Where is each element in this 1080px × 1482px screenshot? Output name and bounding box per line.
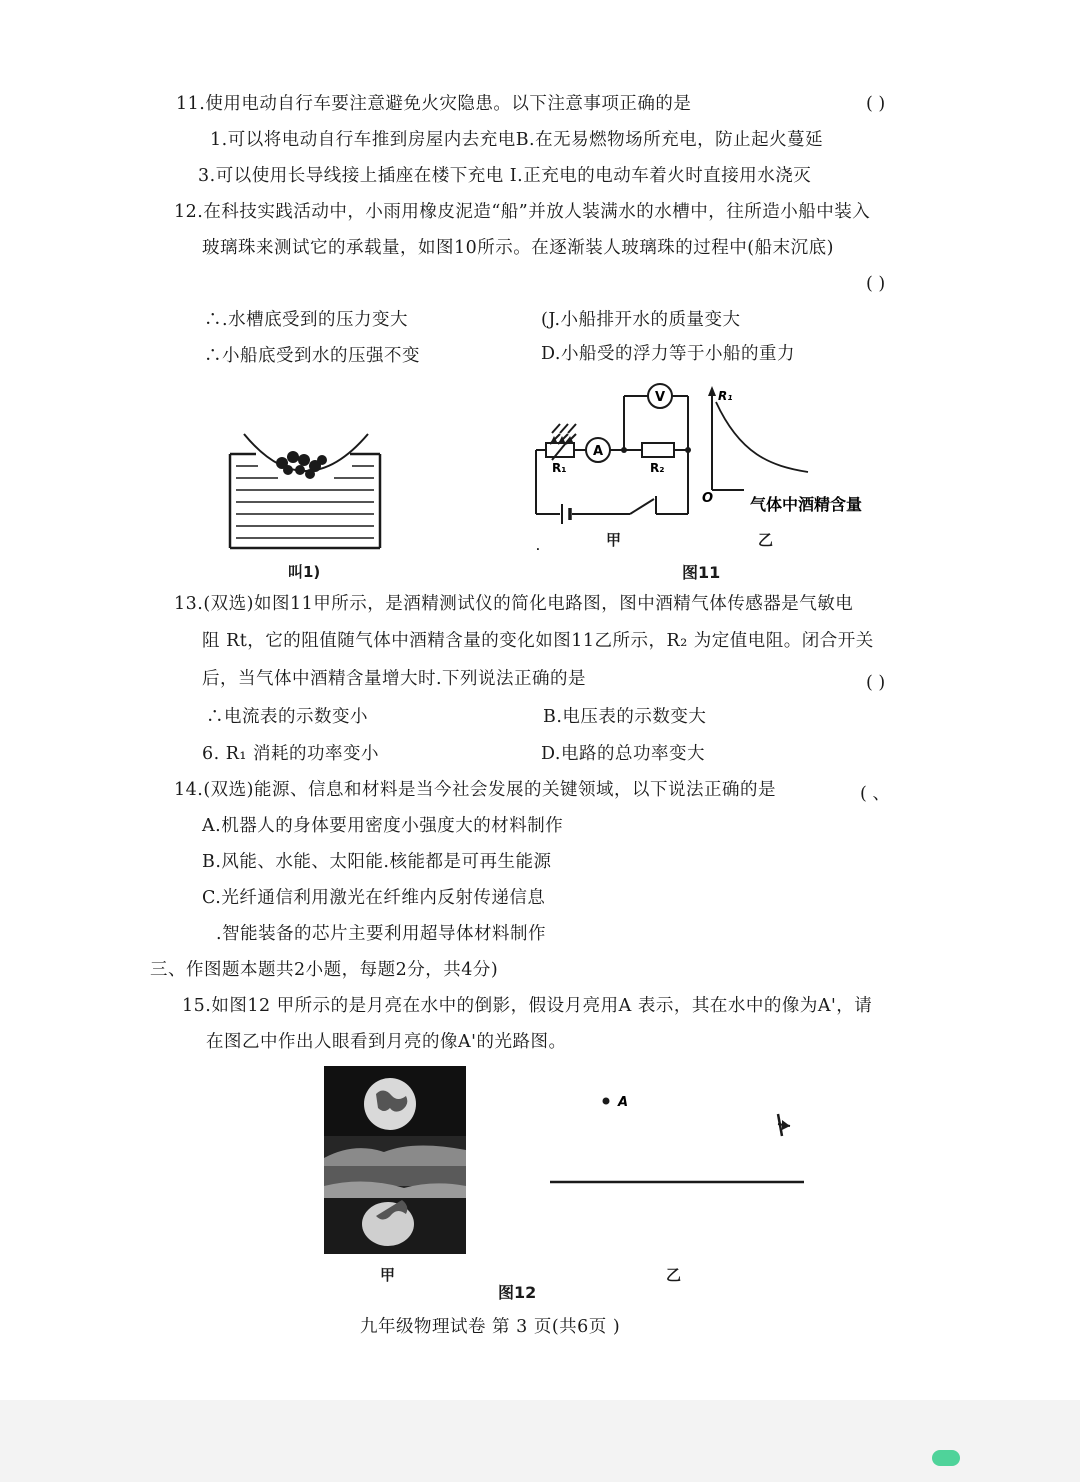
q14-option-a: A.机器人的身体要用密度小强度大的材料制作 bbox=[202, 816, 564, 836]
q11-answer-paren: ( ) bbox=[866, 94, 886, 114]
figure-11-graph bbox=[700, 384, 880, 524]
figure-12-yi-label: 乙 bbox=[666, 1266, 682, 1284]
figure-11-yi-label: 乙 bbox=[758, 531, 774, 549]
voltmeter-label: V bbox=[654, 390, 666, 405]
figure-12-moon-photo bbox=[324, 1066, 466, 1254]
scroll-indicator[interactable] bbox=[932, 1450, 960, 1466]
figure-12-jia-label: 甲 bbox=[380, 1266, 396, 1284]
figure-11-circuit bbox=[530, 384, 700, 524]
figure-10-caption: 叫1) bbox=[288, 563, 321, 581]
figure-11-caption: 图11 bbox=[682, 563, 721, 582]
q12-option-a: ∴.水槽底受到的压力变大 bbox=[204, 310, 409, 330]
q12-stem-line1: 12.在科技实践活动中，小雨用橡皮泥造“船”并放人装满水的水槽中，往所造小船中装入 bbox=[174, 202, 871, 222]
eye-icon bbox=[778, 1114, 790, 1136]
ammeter-label: A bbox=[592, 444, 604, 459]
figure-10-water-tank bbox=[222, 430, 388, 554]
r2-label: R₂ bbox=[650, 461, 665, 475]
graph-x-axis-label: 气体中酒精含量 bbox=[750, 495, 863, 514]
q14-option-b: B.风能、水能、太阳能.核能都是可再生能源 bbox=[202, 852, 552, 872]
q15-stem-line2: 在图乙中作出人眼看到月亮的像A'的光路图。 bbox=[206, 1032, 567, 1052]
q13-option-d: D.电路的总功率变大 bbox=[541, 744, 705, 764]
q14-answer-paren: ( 、 bbox=[860, 784, 890, 804]
point-a-label: A bbox=[618, 1095, 629, 1110]
q12-answer-paren: ( ) bbox=[866, 274, 886, 294]
figure-12-drawing-area bbox=[548, 1090, 808, 1190]
q13-option-c: 6. R₁ 消耗的功率变小 bbox=[202, 744, 380, 764]
q13-option-a: ∴电流表的示数变小 bbox=[206, 707, 368, 727]
q11-options-line2: 3.可以使用长导线接上插座在楼下充电 I.正充电的电动车着火时直接用水浇灭 bbox=[198, 166, 812, 186]
q12-option-b: (J.小船排开水的质量变大 bbox=[541, 310, 741, 330]
section-3-heading: 三、作图题本题共2小题，每题2分，共4分) bbox=[150, 960, 499, 980]
q13-answer-paren: ( ) bbox=[866, 673, 886, 693]
page-footer: 九年级物理试卷 第 3 页(共6页 ) bbox=[360, 1317, 621, 1337]
q15-stem-line1: 15.如图12 甲所示的是月亮在水中的倒影，假设月亮用A 表示，其在水中的像为A'，请 bbox=[182, 996, 873, 1016]
q13-stem-line1: 13.(双选)如图11甲所示，是酒精测试仪的简化电路图，图中酒精气体传感器是气敏电 bbox=[174, 594, 854, 614]
q12-option-d: D.小船受的浮力等于小船的重力 bbox=[541, 344, 795, 364]
q14-stem: 14.(双选)能源、信息和材料是当今社会发展的关键领域，以下说法正确的是 bbox=[174, 780, 776, 800]
q11-stem: 11.使用电动自行车要注意避免火灾隐患。以下注意事项正确的是 bbox=[176, 94, 692, 114]
graph-y-axis-label: R₁ bbox=[718, 389, 733, 403]
q12-stem-line2: 玻璃珠来测试它的承载量，如图10所示。在逐渐装人玻璃珠的过程中(船末沉底) bbox=[202, 238, 834, 258]
figure-12-caption: 图12 bbox=[498, 1283, 537, 1302]
r1-label: R₁ bbox=[552, 461, 567, 475]
q12-option-c: ∴小船底受到水的压强不变 bbox=[204, 346, 420, 366]
q11-options-line1: 1.可以将电动自行车推到房屋内去充电B.在无易燃物场所充电，防止起火蔓延 bbox=[210, 130, 824, 150]
point-a bbox=[603, 1098, 610, 1105]
stray-dot: . bbox=[536, 542, 540, 553]
q13-stem-line3: 后，当气体中酒精含量增大时.下列说法正确的是 bbox=[202, 669, 587, 689]
q13-stem-line2: 阻 Rt，它的阻值随气体中酒精含量的变化如图11乙所示，R₂ 为定值电阻。闭合开关 bbox=[202, 631, 874, 651]
graph-origin-label: O bbox=[702, 491, 714, 506]
figure-11-jia-label: 甲 bbox=[606, 531, 622, 549]
q14-option-d: .智能装备的芯片主要利用超导体材料制作 bbox=[216, 924, 547, 944]
q13-option-b: B.电压表的示数变大 bbox=[543, 707, 707, 727]
q14-option-c: C.光纤通信利用激光在纤维内反射传递信息 bbox=[202, 888, 546, 908]
